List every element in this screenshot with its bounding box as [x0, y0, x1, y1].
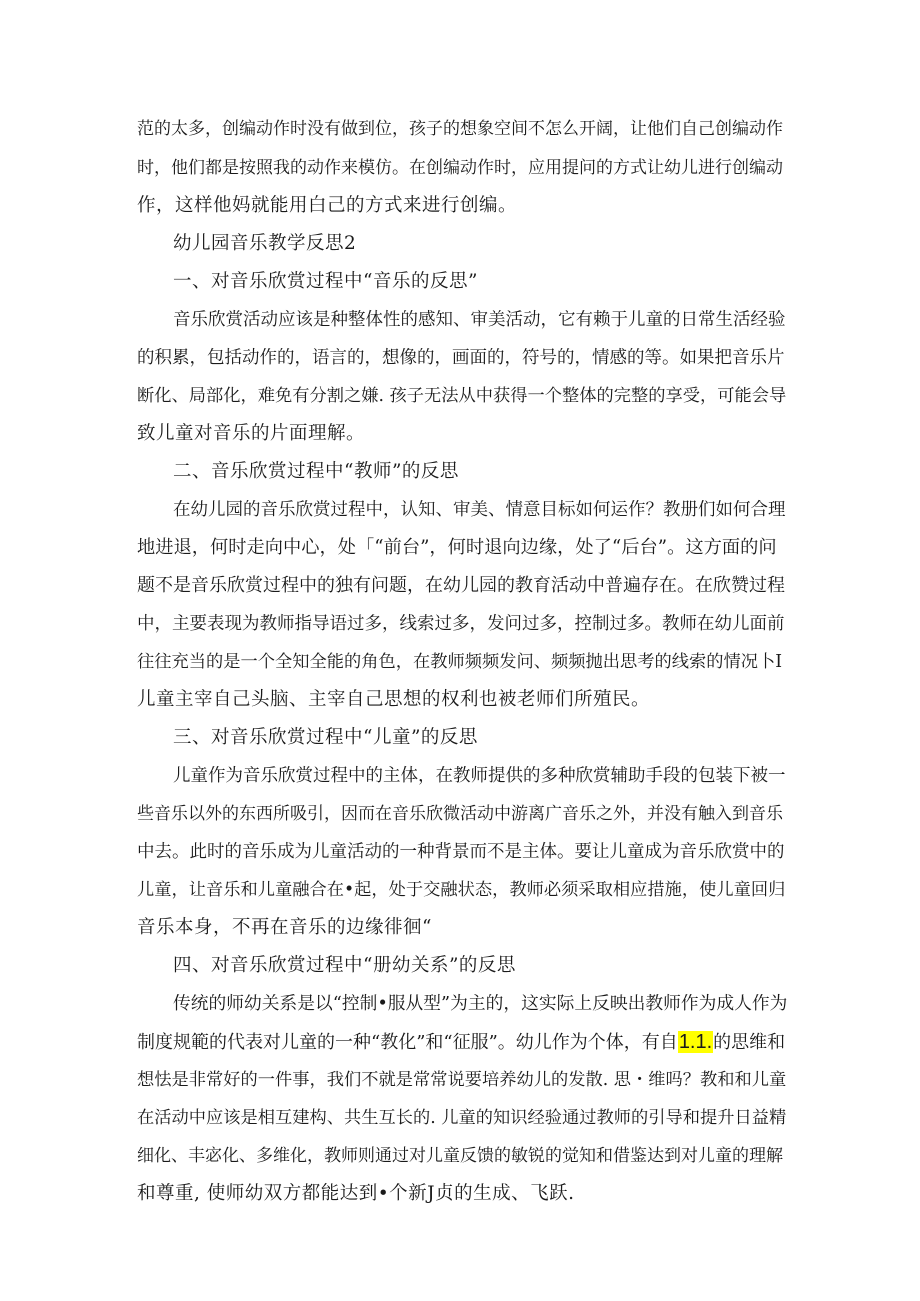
paragraph-line: 想怯是非常好的一件事，我们不就是常常说要培养幼儿的发散. 思・维吗？教和和儿童	[137, 1070, 787, 1090]
paragraph-line: 细化、丰宓化、多维化，教师则通过对儿童反馈的敏锐的觉知和借鉴达到对儿童的理解	[137, 1146, 783, 1166]
paragraph-line: 在幼儿园的音乐欣赏过程中，认知、审美、情意目标如何运作？教册们如何合理	[173, 500, 786, 520]
highlighted-text: 1.1.	[678, 1031, 713, 1053]
paragraph-line: 的积累，包括动作的，语言的，想像的，画面的，符号的，情感的等。如果把音乐片	[137, 348, 785, 368]
text-before-highlight: 制度规範的代表对儿童的一种“教化”和“征服”。幼儿作为个体，有自	[137, 1032, 678, 1053]
paragraph-line: 音乐本身，不再在音乐的边缘徘徊“	[137, 917, 432, 938]
paragraph-line: 致儿童对音乐的片面理解。	[137, 423, 366, 444]
paragraph-line: 断化、局部化，难免有分割之嫌. 孩子无法从中获得一个整体的完整的享受，可能会导	[137, 386, 787, 406]
paragraph-line: 时，他们都是按照我的动作来模仿。在创编动作时，应用提问的方式让幼儿进行创编动	[137, 158, 783, 178]
paragraph-line: 些音乐以外的东西所吸引，因而在音乐欣微活动中游离广音乐之外，并没有触入到音乐	[137, 804, 783, 824]
section-heading: 三、对音乐欣赏过程中“儿童”的反思	[173, 727, 478, 748]
paragraph-line: 中，主要表现为教师指导语过多，线索过多，发问过多，控制过多。教师在幼儿面前	[137, 614, 785, 634]
paragraph-line: 儿童主宰自己头脑、主宰自己思想的权利也被老师们所殖民。	[137, 689, 651, 710]
paragraph-line: 往往充当的是一个全知全能的角色，在教师频频发问、频频抛出思考的线索的情况卜I	[137, 652, 783, 672]
section-heading: 一、对音乐欣赏过程中“音乐的反思”	[173, 271, 478, 292]
paragraph-line: 中去。此时的音乐成为儿童活动的一种背景而不是主体。要让儿童成为音乐欣赏中的	[137, 842, 785, 862]
paragraph-line: 儿童，让音乐和儿童融合在•起，处于交融状态，教师必须采取相应措施，使儿童回归	[137, 880, 786, 900]
paragraph-line: 作，这样他妈就能用白己的方式来进行创编。	[137, 195, 518, 216]
paragraph-line: 音乐欣赏活动应该是种整体性的感知、审美活动，它有赖于儿童的日常生活经验	[173, 310, 786, 330]
section-heading: 二、音乐欣赏过程中“教师”的反思	[173, 461, 459, 482]
paragraph-line: 儿童作为音乐欣赏过程中的主体，在教师提供的多种欣赏辅助手段的包装下被一	[173, 766, 786, 786]
paragraph-line: 传统的师幼关系是以“控制•服从型”为主的，这实际上反映出教师作为成人作为	[173, 994, 788, 1014]
paragraph-line: 在活动中应该是相互建构、共生互长的. 儿童的知识经验通过教师的引导和提升日益精	[137, 1108, 787, 1128]
section-title: 幼儿园音乐教学反思2	[173, 233, 357, 254]
paragraph-line: 地进退，何时走向中心，处「“前台”，何时退向边缘，处了“后台”。这方面的问	[137, 537, 777, 558]
section-heading: 四、对音乐欣赏过程中“册幼关系”的反思	[173, 955, 516, 976]
text-after-highlight: 的思维和	[713, 1032, 786, 1053]
paragraph-line: 范的太多，创编动作时没有做到位，孩子的想象空间不怎么开阔，让他们自己创编动作	[137, 119, 783, 139]
paragraph-line-highlighted	[137, 1029, 787, 1055]
paragraph-line: 题不是音乐欣赏过程中的独有问题，在幼儿园的教育活动中普遍存在。在欣赞过程	[137, 575, 785, 596]
paragraph-line: 和尊重, 使师幼双方都能达到•个新J贞的生成、飞跃.	[137, 1183, 575, 1204]
